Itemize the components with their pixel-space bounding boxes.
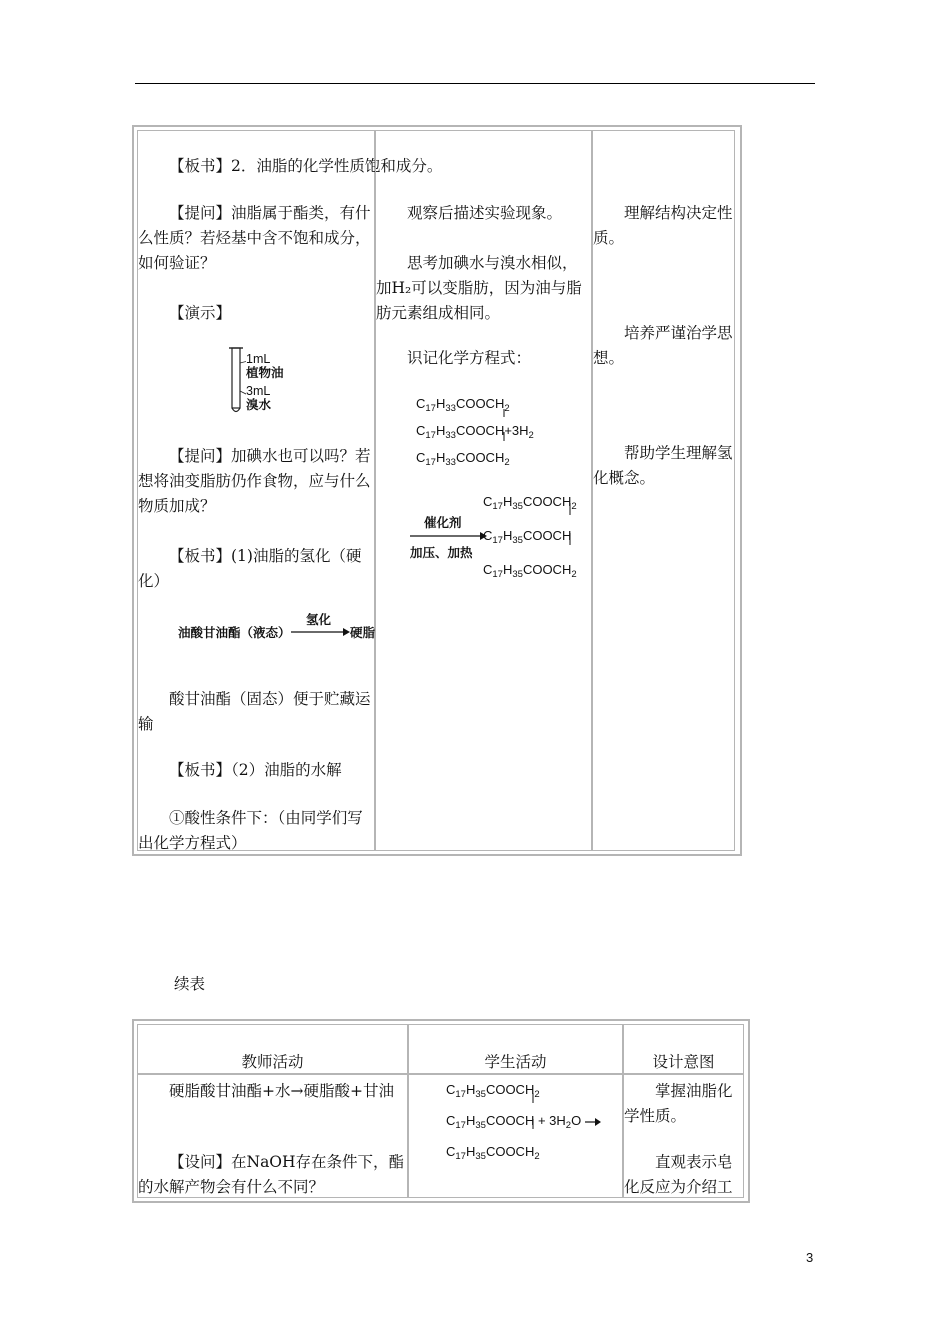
reactant-line-1: COOCH [455, 396, 505, 411]
catalyst-label: 催化剂 [424, 516, 462, 530]
header-student: 学生活动 [408, 1024, 623, 1074]
header-rule [135, 83, 815, 84]
lesson-table-1 [132, 125, 742, 856]
acid-hydrolysis-note: ①酸性条件下：（由同学们写出化学方程式） [138, 809, 363, 852]
student-think: 思考加碘水与溴水相似，加H₂可以变脂肪，因为油与脂肪元素组成相同。 [376, 254, 582, 322]
student-activity-cell [375, 130, 592, 851]
reactant-line-3: COOCH [455, 450, 505, 465]
student-activity-cell-2 [408, 1074, 623, 1198]
arrow-right-icon [410, 531, 488, 541]
eq-arrow-label: 氢化 [306, 613, 332, 627]
eq-product: 硬脂 [350, 626, 376, 640]
hydrolysis-reactant-structure: $C_{17}H_{35}COOCH_2$ $C_{17}H_{35}COOCH + 3H_2O$ $C_{17}H_{35}COOCH_2$ [446, 1077, 601, 1170]
condition-label: 加压、加热 [410, 546, 473, 560]
design-intent-cell [592, 130, 735, 851]
intent-2: 培养严谨治学思想。 [593, 324, 733, 367]
tube-label-volume-1: 1mL [246, 352, 271, 366]
teacher-activity-cell-2 [137, 1074, 408, 1198]
blackboard-note-2: 【板书】(1)油脂的氢化（硬化） [138, 547, 362, 590]
test-tube-icon [226, 347, 246, 417]
product-line-1: COOCH [522, 494, 572, 509]
demo-label: 【演示】 [169, 304, 232, 322]
question-2: 【提问】加碘水也可以吗？若想将油变脂肪仍作食物，应与什么物质加成？ [138, 447, 371, 515]
tube-label-bromine-water: 溴水 [246, 398, 272, 412]
catalyst-arrow [410, 513, 490, 563]
hydrogenation-note: 酸甘油酯（固态）便于贮藏运输 [138, 690, 371, 733]
page-number: 3 [806, 1250, 814, 1265]
lesson-table-2 [132, 1019, 750, 1203]
reactant-structure: $C_{17}H_{33}COOCH_2$ $C_{17}H_{33}COOCH+3H_2$ $C_{17}H_{33}COOCH_2$ [416, 396, 534, 468]
naoh-question: 【设问】在NaOH存在条件下，酯的水解产物会有什么不同？ [138, 1153, 405, 1196]
header-intent: 设计意图 [623, 1024, 744, 1074]
intent-master: 掌握油脂化学性质。 [624, 1082, 733, 1125]
product-line-3: COOCH [522, 562, 572, 577]
student-memorize: 识记化学方程式： [407, 349, 532, 367]
intent-saponification: 直观表示皂化反应为介绍工 [624, 1153, 733, 1196]
intent-3: 帮助学生理解氢化概念。 [593, 444, 733, 487]
test-tube-diagram [226, 347, 336, 417]
blackboard-note-3: 【板书】（2）油脂的水解 [169, 761, 342, 779]
student-observe: 观察后描述实验现象。 [407, 204, 563, 222]
header-teacher: 教师活动 [137, 1024, 408, 1074]
reactant-line-2: COOCH+3H [455, 423, 529, 438]
product-line-2: COOCH [522, 528, 572, 543]
question-1: 【提问】油脂属于酯类，有什么性质？若烃基中含不饱和成分，如何验证？ [138, 204, 371, 272]
arrow-right-icon [291, 627, 351, 637]
product-structure: $C_{17}H_{35}COOCH_2$ $C_{17}H_{35}COOCH$ $C_{17}H_{35}COOCH_2$ [483, 494, 577, 580]
design-intent-cell-2 [623, 1074, 744, 1198]
blackboard-note-1: 【板书】2．油脂的化学性质饱和成分。 [169, 157, 443, 175]
eq-reactant: 油酸甘油酯（液态） [178, 626, 291, 640]
hydrolysis-equation-text: 硬脂酸甘油酯+水→硬脂酸+甘油 [169, 1082, 394, 1100]
tube-label-volume-2: 3mL [246, 384, 271, 398]
arrow-right-icon [585, 1117, 601, 1127]
intent-1: 理解结构决定性质。 [593, 204, 733, 247]
tube-label-oil: 植物油 [246, 366, 284, 380]
continued-label: 续表 [174, 975, 206, 993]
hydrogenation-equation [178, 613, 378, 643]
